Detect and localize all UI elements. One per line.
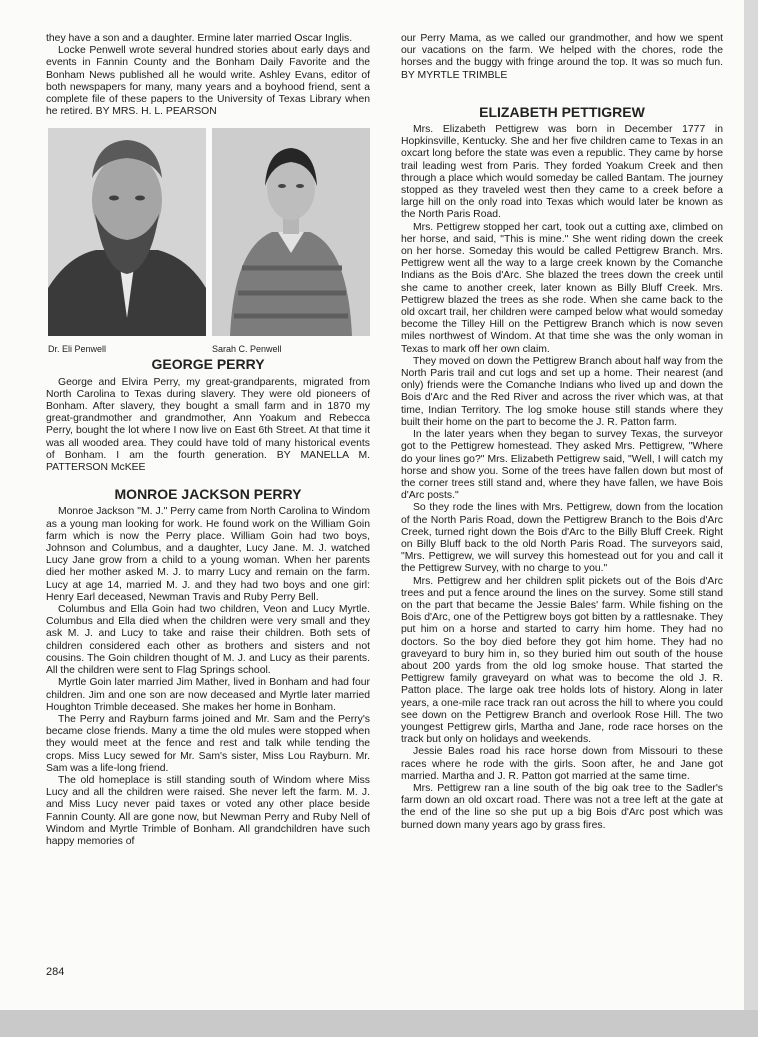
- article-paragraph: George and Elvira Perry, my great-grandparents, migrated from North Carolina to Texas during slavery. They were old pioneers of Bonham. After slavery, they bought a small farm and in 1870 my great-grandmother and grandmother, Ann Yoakum and Rebecca Perry, bought the lot where I now live on East 6th Street. At that time it was all wooded area. They could have told of many historical events of Bonham. I am the fourth generation. BY MANELLA M. PATTERSON McKEE: [46, 376, 370, 474]
- article-paragraph: Mrs. Elizabeth Pettigrew was born in December 1777 in Hopkinsville, Kentucky. She and her five children came to Texas in an oxcart long before the state was even a republic. They came by horse trail leading west from Paris. They forded Yoakum Creek and then through a place which would someday be called Bantam. The journey stopped as they traveled west then they came to a creek before a large hill on the only road into Texas which would later be known as the North Paris Road.: [401, 124, 723, 221]
- article-paragraph: Mrs. Pettigrew and her children split pickets out of the Bois d'Arc trees and put a fence around the lines on the survey. Some still stand on the part that became the Jessie Bales' farm. While fishing on the Bois d'Arc, one of the Pettigrew boys got bitten by a rattlesnake. They put him on a horse and started to carry him home. They had no doctors. So the boy died before they got him home. They had no graveyard to bury him in, so they buried him out south of the house about 200 yards from the old log smoke house. That started the Pettigrew family graveyard on what was to become the old J. R. Patton place. The large oak tree holds lots of history. Along in later years, a one-mile race track ran out across the hill to where you could see down on the Pettigrew Branch and overlook Rose Hill. The two youngest Pettigrew girls, Martha and Jane, rode race horses on the track but only on holidays and weekends.: [401, 575, 723, 746]
- photo-row: [46, 128, 370, 358]
- photo-caption: Sarah C. Penwell: [212, 344, 282, 355]
- portrait-woman-image: [212, 128, 370, 336]
- article-paragraph: Monroe Jackson "M. J." Perry came from North Carolina to Windom as a young man looking for work. He found work on the William Goin farm which is now the Perry place. William Goin had two boys, Johnson and Columbus, and a daughter, Lucy Jane. M. J. watched Lucy Jane grow from a child to a young woman. When her parents died her mother asked M. J. to marry Lucy and remain on the farm. Lucy at age 14, married M. J. and they had two boys and one girl: Henry Earl deceased, Newman Travis and Ruby Perry Bell.: [46, 506, 370, 603]
- portrait-photo-sarah-penwell: [212, 128, 370, 336]
- section-heading-elizabeth-pettigrew: ELIZABETH PETTIGREW: [479, 103, 645, 120]
- page-number: 284: [46, 966, 65, 978]
- article-paragraph: The old homeplace is still standing south of Windom where Miss Lucy and all the children were raised. She never left the farm. M. J. and Miss Lucy never paid taxes or voted any other place beside Fannin County. All are gone now, but Newman Perry and Ruby Nell of Windom and Myrtle Trimble of Bonham. All grandchildren have such happy memories of: [46, 774, 370, 847]
- left-column: [46, 33, 370, 848]
- intro-paragraph: our Perry Mama, as we called our grandmother, and how we spent our vacations on the farm. We helped with the chores, rode the horses and the buggy with fringe around the top. It was so much fun. BY MYRTLE TRIMBLE: [401, 33, 723, 81]
- portrait-man-image: [48, 128, 206, 336]
- intro-paragraph: Locke Penwell wrote several hundred stories about early days and events in Fannin County and the Bonham Daily Favorite and the Bonham News published all he would write. Ashley Evans, editor of both newspapers for many, many years and a boyhood friend, sent a complete file of these papers to the University of Texas Library when he retired. BY MRS. H. L. PEARSON: [46, 45, 370, 118]
- article-paragraph: In the later years when they began to survey Texas, the surveyor got to the Pettigrew homestead. They asked Mrs. Pettigrew, "Where do your lines go?" Mrs. Elizabeth Pettigrew said, "Well, I will catch my horse and show you. Some of the trees have fallen down but most of the corner trees still stand and, where they have fallen, we have Bois d'Arc posts.": [401, 429, 723, 502]
- section-heading-monroe-jackson-perry: MONROE JACKSON PERRY: [114, 486, 302, 503]
- article-paragraph: Mrs. Pettigrew ran a line south of the big oak tree to the Sadler's farm down an old oxcart road. There was not a tree left at the gate at the end of the line so she put up a big Bois d'Arc post which was burned down many years ago by grass fires.: [401, 782, 723, 831]
- right-column: [401, 33, 723, 832]
- article-paragraph: Mrs. Pettigrew stopped her cart, took out a cutting axe, climbed on her horse, and said, "This is mine." She went riding down the creek on her horse. Someday this would be called Pettigrew Branch. Mrs. Pettigrew went all the way to a large creek known by the Comanche Indians as the Bois d'Arc. She blazed the trees down the creek until she came to another creek, later known as Billy Bluff Creek. Mrs. Pettigrew blazed the trees as she rode. When she came back to the old oxcart trail, her children were camped below what would someday become the Tilley Hill on the Pettigrew Branch which is now seven miles northwest of Windom. At that time she was the only woman in Texas to mark off her own claim.: [401, 221, 723, 355]
- article-paragraph: Jessie Bales road his race horse down from Missouri to these races where he rode with the girls. Soon after, he and Jane got married. Martha and J. R. Patton got married at the same time.: [401, 746, 723, 782]
- photo-caption: Dr. Eli Penwell: [48, 344, 107, 355]
- intro-paragraph: they have a son and a daughter. Ermine later married Oscar Inglis.: [46, 33, 353, 44]
- page-bottom-edge: [0, 1010, 758, 1037]
- article-paragraph: The Perry and Rayburn farms joined and Mr. Sam and the Perry's became close friends. Many a time the old mules were stopped when they would meet at the fence and rest and talk while tending the crops. Miss Lucy sewed for Mr. Sam's sister, Miss Lou Rayburn. Mr. Sam was a life-long friend.: [46, 713, 370, 774]
- portrait-photo-eli-penwell: [48, 128, 206, 336]
- article-paragraph: Myrtle Goin later married Jim Mather, lived in Bonham and had four children. Jim and one son are now deceased and Myrtle later married Houghton Trimble deceased. She makes her home in Bonham.: [46, 677, 370, 713]
- article-paragraph: They moved on down the Pettigrew Branch about half way from the North Paris trail and cut logs and set up a home. Their nearest (and only) friends were the Comanche Indians who lived up and down the Bois d'Arc and the Red River and across the river which was, at that time, Indian Territory. The log smoke house still stands where they built their home on the part to become the J. R. Patton farm.: [401, 355, 723, 428]
- article-paragraph: So they rode the lines with Mrs. Pettigrew, down from the location of the North Paris Road, down the Pettigrew Branch to the Bois d'Arc Creek, turned right down the Bois d'Arc to the Billy Bluff Creek. Right on Billy Bluff back to the old North Paris Road. The surveyors said, "Mrs. Pettigrew, we will survey this homestead out for you and call it the Pettigrew Survey, with no charge to you.": [401, 502, 723, 575]
- section-heading-george-perry: GEORGE PERRY: [151, 356, 265, 373]
- article-paragraph: Columbus and Ella Goin had two children, Veon and Lucy Myrtle. Columbus and Ella died when the children were very small and they ask M. J. and Lucy to take and raise their children. Both sets of children considered each other as brothers and sisters and not cousins. The Goin children thought of M. J. and Lucy as their parents. All the children were sent to Flag Springs school.: [46, 604, 370, 677]
